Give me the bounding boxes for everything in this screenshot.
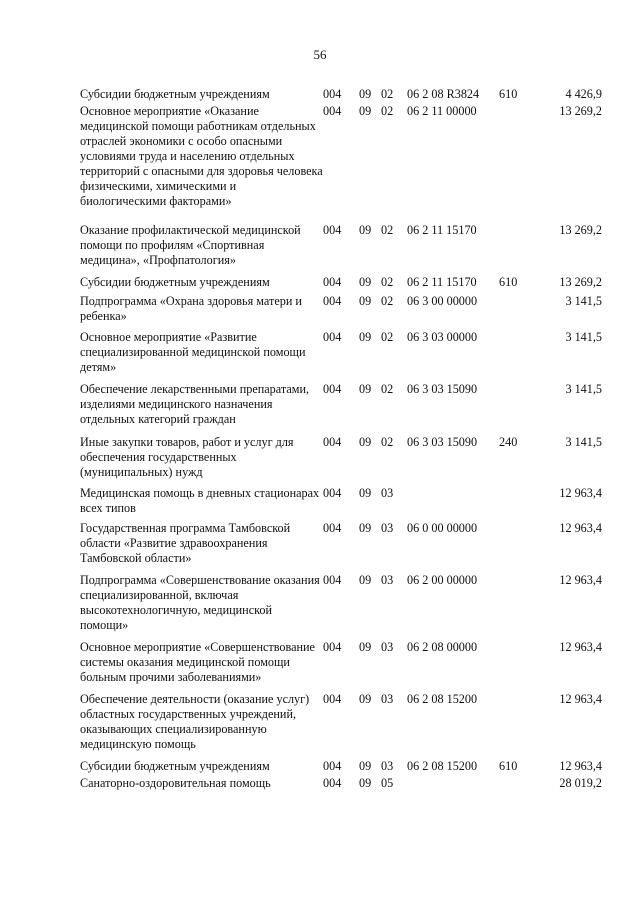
row-target-article: 06 3 03 00000 [407,330,478,344]
row-amount: 12 963,4 [559,759,602,773]
table-row [80,435,602,480]
table-row [80,776,602,791]
row-department-code: 004 [323,330,342,344]
row-amount: 12 963,4 [559,486,602,500]
row-section-code: 09 [359,776,372,790]
row-subsection-code: 02 [381,87,394,101]
row-subsection-code: 03 [381,521,394,535]
row-department-code: 004 [323,104,342,118]
row-name: Субсидии бюджетным учреждениям [80,87,270,101]
table-row [80,87,602,102]
row-name: Обеспечение лекарственными препаратами, изделиями медицинского назначения отдельных категорий граждан [80,382,310,426]
row-subsection-code: 03 [381,692,394,706]
row-amount: 13 269,2 [559,275,602,289]
row-amount: 12 963,4 [559,521,602,535]
row-section-code: 09 [359,275,372,289]
row-department-code: 004 [323,435,342,449]
row-name: Медицинская помощь в дневных стационарах всех типов [80,486,320,515]
row-target-article: 06 3 03 15090 [407,382,478,396]
row-department-code: 004 [323,640,342,654]
table-row [80,104,602,209]
row-target-article: 06 2 11 15170 [407,223,477,237]
table-row [80,275,602,290]
row-subsection-code: 02 [381,382,394,396]
row-section-code: 09 [359,294,372,308]
row-section-code: 09 [359,640,372,654]
row-target-article: 06 2 08 R3824 [407,87,480,101]
row-department-code: 004 [323,776,342,790]
table-row [80,330,602,375]
row-department-code: 004 [323,486,342,500]
row-target-article: 06 3 00 00000 [407,294,478,308]
row-amount: 3 141,5 [565,330,602,344]
row-amount: 3 141,5 [565,294,602,308]
row-section-code: 09 [359,759,372,773]
row-name: Подпрограмма «Охрана здоровья матери и ребенка» [80,294,302,323]
row-department-code: 004 [323,692,342,706]
row-expense-type: 240 [499,435,518,449]
row-section-code: 09 [359,573,372,587]
row-department-code: 004 [323,382,342,396]
page-number: 56 [313,47,327,62]
table-row [80,382,602,427]
row-section-code: 09 [359,486,372,500]
row-section-code: 09 [359,330,372,344]
row-target-article: 06 2 08 00000 [407,640,478,654]
row-amount: 4 426,9 [565,87,602,101]
row-name: Иные закупки товаров, работ и услуг для обеспечения государственных (муниципальных) нужд [80,435,294,479]
row-name: Основное мероприятие «Совершенствование системы оказания медицинской помощи больным прочими заболеваниями» [80,640,315,684]
row-subsection-code: 03 [381,486,394,500]
row-amount: 12 963,4 [559,573,602,587]
row-name: Государственная программа Тамбовской области «Развитие здравоохранения Тамбовской области» [80,521,291,565]
row-amount: 28 019,2 [559,776,602,790]
table-row [80,573,602,633]
row-department-code: 004 [323,521,342,535]
row-target-article: 06 3 03 15090 [407,435,478,449]
row-subsection-code: 03 [381,573,394,587]
row-department-code: 004 [323,294,342,308]
row-amount: 3 141,5 [565,382,602,396]
budget-table [80,87,602,791]
row-expense-type: 610 [499,275,518,289]
row-subsection-code: 03 [381,640,394,654]
row-amount: 3 141,5 [565,435,602,449]
row-expense-type: 610 [499,87,518,101]
row-subsection-code: 02 [381,435,394,449]
table-row [80,521,602,566]
row-target-article: 06 2 08 15200 [407,692,478,706]
row-amount: 12 963,4 [559,692,602,706]
row-target-article: 06 2 00 00000 [407,573,478,587]
row-section-code: 09 [359,223,372,237]
row-section-code: 09 [359,521,372,535]
row-subsection-code: 02 [381,330,394,344]
row-subsection-code: 02 [381,294,394,308]
row-subsection-code: 02 [381,104,394,118]
row-subsection-code: 02 [381,275,394,289]
row-name: Подпрограмма «Совершенствование оказания специализированной, включая высокотехнологичную, медицинской помощи» [80,573,320,632]
table-row [80,486,602,516]
table-row [80,692,602,752]
row-section-code: 09 [359,692,372,706]
row-target-article: 06 2 11 15170 [407,275,477,289]
row-name: Основное мероприятие «Оказание медицинской помощи работникам отдельных отраслей экономики с особо опасными условиями труда и населению отдельных территорий с опасными для здоровья человека физическими, химическими и биологическими факторами» [80,104,323,208]
row-subsection-code: 03 [381,759,394,773]
row-department-code: 004 [323,759,342,773]
row-name: Основное мероприятие «Развитие специализированной медицинской помощи детям» [80,330,306,374]
row-department-code: 004 [323,275,342,289]
row-section-code: 09 [359,435,372,449]
row-subsection-code: 05 [381,776,394,790]
row-amount: 13 269,2 [559,223,602,237]
table-row [80,294,602,324]
table-row [80,640,602,685]
row-section-code: 09 [359,104,372,118]
row-target-article: 06 0 00 00000 [407,521,478,535]
row-target-article: 06 2 08 15200 [407,759,478,773]
row-expense-type: 610 [499,759,518,773]
row-section-code: 09 [359,382,372,396]
row-amount: 13 269,2 [559,104,602,118]
row-target-article: 06 2 11 00000 [407,104,477,118]
row-subsection-code: 02 [381,223,394,237]
row-name: Субсидии бюджетным учреждениям [80,275,270,289]
row-department-code: 004 [323,223,342,237]
row-section-code: 09 [359,87,372,101]
table-row [80,759,602,774]
row-amount: 12 963,4 [559,640,602,654]
row-name: Обеспечение деятельности (оказание услуг) областных государственных учреждений, оказывающих специализированную медицинскую помощь [80,692,310,751]
row-name: Оказание профилактической медицинской помощи по профилям «Спортивная медицина», «Профпатология» [80,223,301,267]
row-department-code: 004 [323,87,342,101]
row-name: Субсидии бюджетным учреждениям [80,759,270,773]
row-name: Санаторно-оздоровительная помощь [80,776,271,790]
row-department-code: 004 [323,573,342,587]
table-row [80,223,602,268]
